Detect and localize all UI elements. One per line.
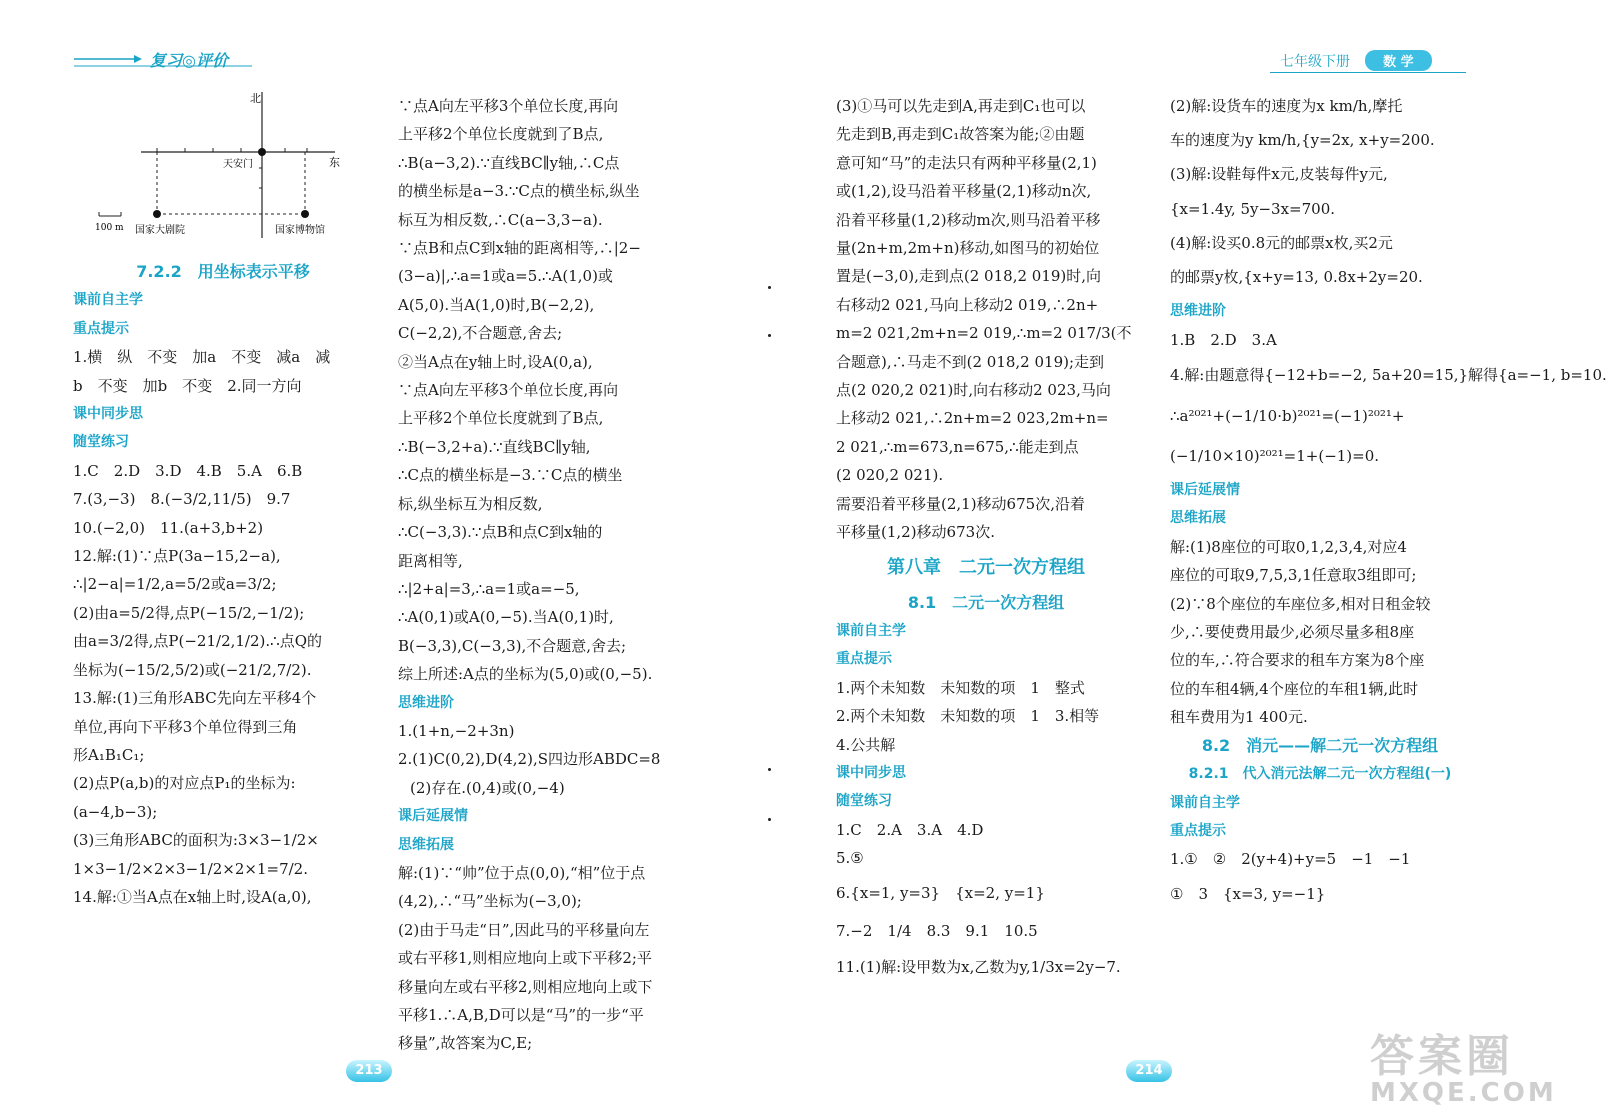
text-line: 综上所述:A点的坐标为(5,0)或(0,−5). <box>398 665 653 684</box>
text-line: 位的车,∴符合要求的租车方案为8个座 <box>1170 651 1425 670</box>
north-label: 北 <box>250 92 261 105</box>
text-line: (a−4,b−3); <box>73 802 158 821</box>
subheading: 重点提示 <box>73 320 129 337</box>
subheading: 课中同步思 <box>836 764 906 781</box>
gutter-mark <box>768 286 771 289</box>
text-line: 量(2n+m,2m+n)移动,如图马的初始位 <box>836 239 1100 258</box>
subheading: 重点提示 <box>836 651 892 668</box>
text-line: ∴C点的横坐标是−3.∵C点的横坐 <box>398 466 623 485</box>
text-line: A(5,0).当A(1,0)时,B(−2,2), <box>398 295 595 314</box>
text-line: b 不变 加b 不变 2.同一方向 <box>73 376 302 395</box>
text-line: 5.⑤ <box>836 849 864 868</box>
text-line: ∴B(−3,2+a).∵直线BC∥y轴, <box>398 437 591 456</box>
text-line: (3)三角形ABC的面积为:3×3−1/2× <box>73 831 319 850</box>
text-line: 1.C 2.D 3.D 4.B 5.A 6.B <box>73 461 303 480</box>
text-line: 1.两个未知数 未知数的项 1 整式 <box>836 678 1085 697</box>
text-line: 先走到B,再走到C₁故答案为能;②由题 <box>836 125 1085 144</box>
museum-point-icon <box>153 210 161 218</box>
text-line: ① 3 {x=3, y=−1} <box>1170 884 1326 903</box>
coordinate-figure <box>95 88 340 248</box>
text-line: (2 020,2 021). <box>836 466 944 485</box>
text-line: ∵点B和点C到x轴的距离相等,∴|2− <box>398 239 641 258</box>
text-line: (2)由于马走“日”,因此马的平移量向左 <box>398 920 650 939</box>
right-header-rule <box>1270 72 1466 73</box>
text-line: 6.{x=1, y=3} {x=2, y=1} <box>836 883 1045 902</box>
text-line: 由a=3/2得,点P(−21/2,1/2).∴点Q的 <box>73 632 322 651</box>
gutter-mark <box>768 818 771 821</box>
text-line: 标,纵坐标互为相反数, <box>398 494 543 513</box>
text-line: 1.C 2.A 3.A 4.D <box>836 820 984 839</box>
watermark <box>1370 1020 1557 1108</box>
text-line: ∵点A向左平移3个单位长度,再向 <box>398 381 619 400</box>
subheading: 随堂练习 <box>836 793 892 810</box>
east-label: 东 <box>329 156 340 169</box>
text-line: 的横坐标是a−3.∵C点的横坐标,纵坐 <box>398 182 640 201</box>
subheading: 课后延展情 <box>398 808 468 825</box>
text-line: 平移量(1,2)移动673次. <box>836 523 995 542</box>
text-line: 标互为相反数,∴C(a−3,3−a). <box>398 210 603 229</box>
text-line: 上移动2 021,∴2n+m=2 023,2m+n= <box>836 409 1109 428</box>
text-line: 上平移2个单位长度就到了B点, <box>398 125 604 144</box>
chapter-heading: 第八章 二元一次方程组 <box>887 556 1085 578</box>
scale-label: 100 m <box>95 223 124 233</box>
watermark-title: 答案圈 <box>1370 1031 1514 1082</box>
text-line: ∴C(−3,3).∵点B和点C到x轴的 <box>398 523 603 542</box>
text-line: 2.(1)C(0,2),D(4,2),S四边形ABDC=8 <box>398 750 661 769</box>
tiananmen-point-icon <box>258 148 266 156</box>
text-line: 置是(−3,0),走到点(2 018,2 019)时,向 <box>836 267 1102 286</box>
text-line: 车的速度为y km/h,{y=2x, x+y=200. <box>1170 131 1435 150</box>
gallery-label: 国家博物馆 <box>275 225 325 236</box>
text-line: (2)点P(a,b)的对应点P₁的坐标为: <box>73 774 296 793</box>
subheading: 课后延展情 <box>1170 482 1240 499</box>
text-line: (2)解:设货车的速度为x km/h,摩托 <box>1170 97 1403 115</box>
text-line: 合题意),∴马走不到(2 018,2 019);走到 <box>836 352 1105 371</box>
text-line: 形A₁B₁C₁; <box>73 745 145 764</box>
text-line: (2)∵8个座位的车座位多,相对日租金较 <box>1170 594 1431 613</box>
text-line: (3)解:设鞋每件x元,皮装每件y元, <box>1170 165 1388 184</box>
text-line: 解:(1)∵“帅”位于点(0,0),“相”位于点 <box>398 863 646 882</box>
subheading: 思维拓展 <box>398 836 454 853</box>
section-heading: 8.1 二元一次方程组 <box>907 592 1065 612</box>
text-line: 13.解:(1)三角形ABC先向左平移4个 <box>73 689 317 708</box>
subject-badge: 数 学 <box>1365 50 1432 71</box>
text-line: 12.解:(1)∵点P(3a−15,2−a), <box>73 547 281 566</box>
page-number-right: 214 <box>1126 1060 1172 1082</box>
column-3 <box>836 92 1136 985</box>
gutter-mark <box>768 334 771 337</box>
subheading: 重点提示 <box>1170 822 1226 839</box>
column-1 <box>73 258 373 911</box>
right-header <box>1280 50 1432 71</box>
text-line: 或(1,2),设马沿着平移量(2,1)移动n次, <box>836 182 1092 201</box>
text-line: 解:(1)8座位的可取0,1,2,3,4,对应4 <box>1170 537 1407 556</box>
text-line: {x=1.4y, 5y−3x=700. <box>1170 199 1335 218</box>
tiananmen-label: 天安门 <box>223 159 253 170</box>
text-line: 1.B 2.D 3.A <box>1170 330 1277 349</box>
subheading: 课前自主学 <box>836 622 906 639</box>
text-line: 7.(3,−3) 8.(−3/2,11/5) 9.7 <box>73 490 291 509</box>
section-heading: 8.2 消元——解二元一次方程组 <box>1201 735 1439 755</box>
text-line: 1.① ② 2(y+4)+y=5 −1 −1 <box>1170 850 1411 869</box>
text-line: 平移1.∴A,B,D可以是“马”的一步“平 <box>398 1006 644 1024</box>
text-line: 的邮票y枚,{x+y=13, 0.8x+2y=20. <box>1170 268 1423 287</box>
text-line: 需要沿着平移量(2,1)移动675次,沿着 <box>836 494 1085 513</box>
text-line: 11.(1)解:设甲数为x,乙数为y,1/3x=2y−7. <box>836 957 1121 976</box>
text-line: 少,∴要使费用最少,必须尽量多租8座 <box>1170 623 1415 642</box>
text-line: B(−3,3),C(−3,3),不合题意,舍去; <box>398 636 627 655</box>
museum-label: 国家大剧院 <box>135 225 185 236</box>
text-line: (3)①马可以先走到A,再走到C₁也可以 <box>836 97 1086 115</box>
text-line: 1×3−1/2×2×3−1/2×2×1=7/2. <box>73 859 308 878</box>
text-line: ∴A(0,1)或A(0,−5).当A(0,1)时, <box>398 608 614 627</box>
text-line: 10.(−2,0) 11.(a+3,b+2) <box>73 518 264 537</box>
text-line: (2)存在.(0,4)或(0,−4) <box>410 778 565 797</box>
gutter-mark <box>768 768 771 771</box>
subheading: 思维进阶 <box>1170 303 1226 320</box>
text-line: m=2 021,2m+n=2 019,∴m=2 017/3(不 <box>836 324 1132 343</box>
left-header <box>72 46 262 76</box>
text-line: 4.解:由题意得{−12+b=−2, 5a+20=15,}解得{a=−1, b=10. <box>1170 366 1607 385</box>
text-line: 单位,再向下平移3个单位得到三角 <box>73 717 298 736</box>
text-line: 1.横 纵 不变 加a 不变 减a 减 <box>73 348 331 367</box>
text-line: ②当A点在y轴上时,设A(0,a), <box>398 352 593 371</box>
grade-label: 七年级下册 <box>1280 54 1350 70</box>
subheading: 思维进阶 <box>398 694 454 711</box>
text-line: ∴B(a−3,2).∵直线BC∥y轴,∴C点 <box>398 153 620 172</box>
text-line: 2 021,∴m=673,n=675,∴能走到点 <box>836 437 1079 456</box>
subheading: 随堂练习 <box>73 434 129 451</box>
text-line: 或右平移1,则相应地向上或下平移2;平 <box>398 949 652 968</box>
text-line: 4.公共解 <box>836 735 896 754</box>
text-line: (3−a)|,∴a=1或a=5.∴A(1,0)或 <box>398 267 613 286</box>
section-heading: 7.2.2 用坐标表示平移 <box>136 262 310 281</box>
text-line: 意可知“马”的走法只有两种平移量(2,1) <box>836 153 1097 172</box>
text-line: (4,2),∴“马”坐标为(−3,0); <box>398 892 582 911</box>
text-line: (2)由a=5/2得,点P(−15/2,−1/2); <box>73 603 305 622</box>
text-line: ∴|2−a|=1/2,a=5/2或a=3/2; <box>73 575 277 594</box>
subheading: 课前自主学 <box>73 292 143 309</box>
text-line: 14.解:①当A点在x轴上时,设A(a,0), <box>73 887 312 906</box>
text-line: 租车费用为1 400元. <box>1170 708 1308 727</box>
text-line: 右移动2 021,马向上移动2 019,∴2n+ <box>836 295 1099 314</box>
text-line: 1.(1+n,−2+3n) <box>398 721 515 740</box>
subheading: 思维拓展 <box>1170 510 1226 527</box>
subheading: 课中同步思 <box>73 406 143 423</box>
text-line: (4)解:设买0.8元的邮票x枚,买2元 <box>1170 233 1393 252</box>
text-line: 上平移2个单位长度就到了B点, <box>398 409 604 428</box>
page-number-left: 213 <box>346 1060 392 1082</box>
text-line: 2.两个未知数 未知数的项 1 3.相等 <box>836 707 1100 726</box>
subheading: 课前自主学 <box>1170 794 1240 811</box>
text-line: 位的车租4辆,4个座位的车租1辆,此时 <box>1170 679 1419 698</box>
text-line: 移量向左或右平移2,则相应地向上或下 <box>398 977 653 996</box>
text-line: (−1/10×10)²⁰²¹=1+(−1)=0. <box>1170 447 1380 466</box>
text-line: 座位的可取9,7,5,3,1任意取3组即可; <box>1170 566 1417 585</box>
column-4 <box>1170 92 1607 914</box>
text-line: 距离相等, <box>398 551 463 570</box>
section-heading: 8.2.1 代入消元法解二元一次方程组(一) <box>1188 766 1452 783</box>
text-line: 7.−2 1/4 8.3 9.1 10.5 <box>836 921 1038 940</box>
text-line: C(−2,2),不合题意,舍去; <box>398 324 563 343</box>
column-2 <box>398 92 708 1058</box>
text-line: 沿着平移量(1,2)移动m次,则马沿着平移 <box>836 210 1101 229</box>
left-header-title: 复习◎评价 <box>150 51 228 70</box>
text-line: 点(2 020,2 021)时,向右移动2 023,马向 <box>836 381 1111 400</box>
watermark-url: MXQE.COM <box>1370 1078 1557 1108</box>
gallery-point-icon <box>301 210 309 218</box>
text-line: 移量”,故答案为C,E; <box>398 1034 533 1053</box>
text-line: ∴|2+a|=3,∴a=1或a=−5, <box>398 579 580 598</box>
text-line: 坐标为(−15/2,5/2)或(−21/2,7/2). <box>73 660 312 679</box>
text-line: ∵点A向左平移3个单位长度,再向 <box>398 97 619 115</box>
text-line: ∴a²⁰²¹+(−1/10·b)²⁰²¹=(−1)²⁰²¹+ <box>1170 407 1405 426</box>
